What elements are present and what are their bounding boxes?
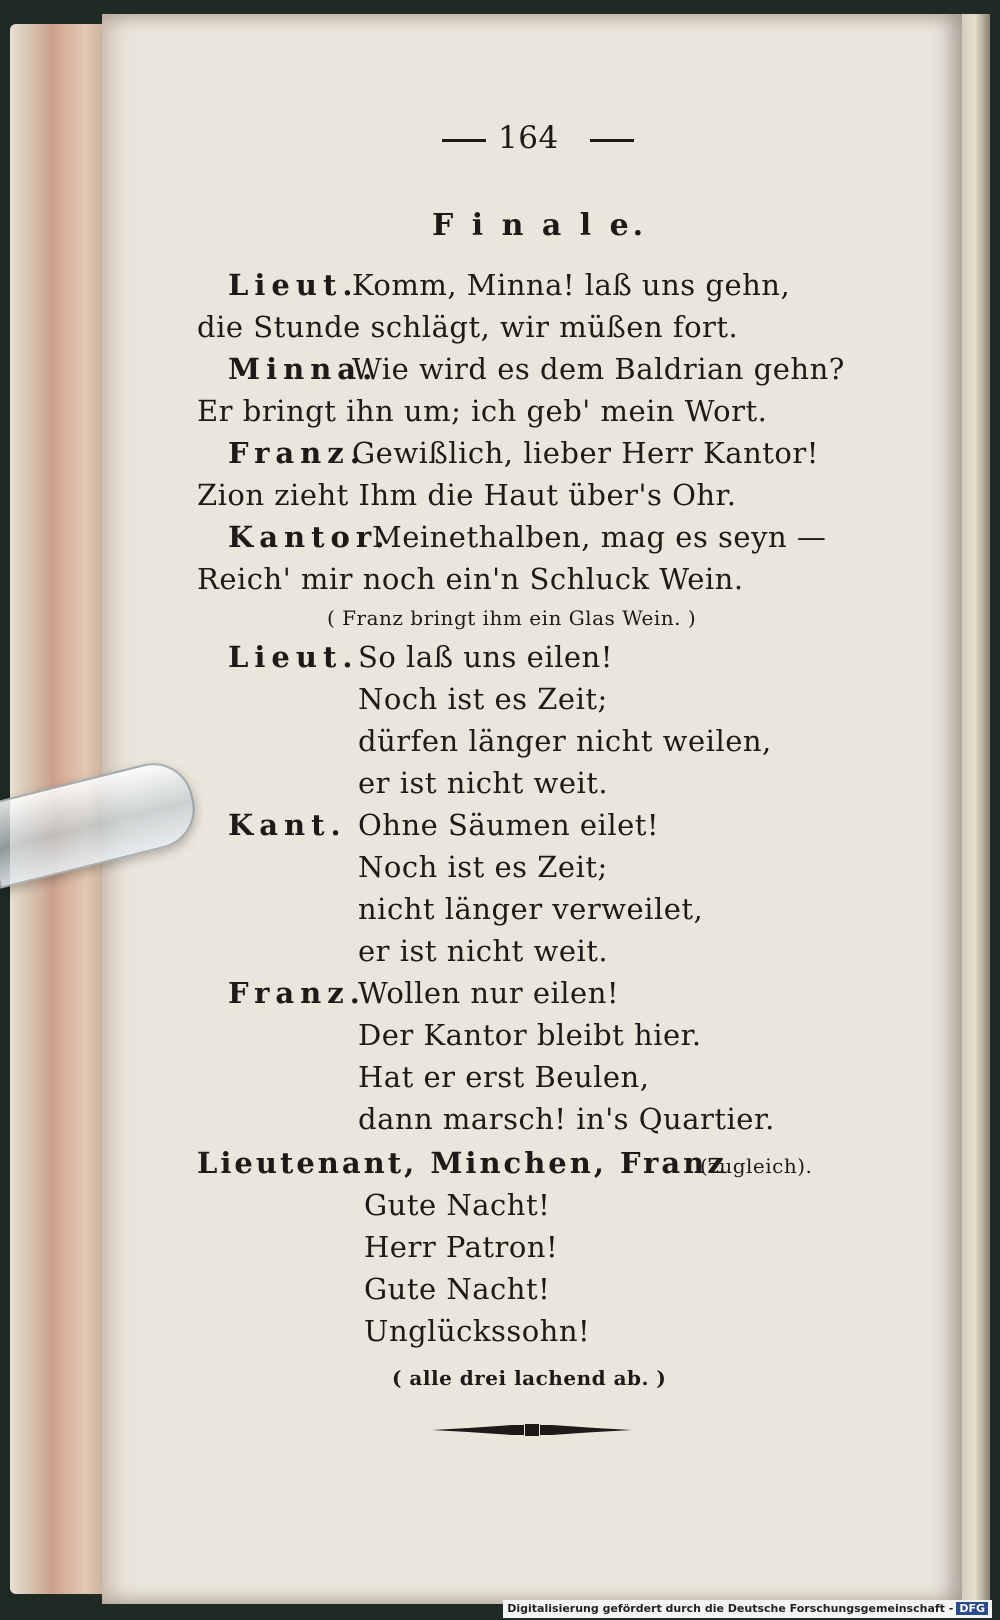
footer-credit (503, 1600, 992, 1618)
closing-ornament-icon (432, 1422, 632, 1438)
footer-text: Digitalisierung gefördert durch die Deutsche Forschungsgemeinschaft - (507, 1602, 954, 1615)
book (10, 14, 990, 1606)
verse-lieut-3: dürfen länger nicht weilen, (358, 724, 772, 758)
verse-franz-1: Wollen nur eilen! (358, 976, 620, 1010)
line-5: Gewißlich, lieber Herr Kantor! (352, 436, 819, 470)
speaker-kantor: Kantor. (228, 520, 391, 554)
exit-direction: ( alle drei lachend ab. ) (392, 1366, 667, 1390)
page-number: 164 (498, 120, 559, 156)
speaker-ensemble: Lieutenant, Minchen, Franz (197, 1146, 727, 1180)
line-1: Komm, Minna! laß uns gehn, (352, 268, 791, 302)
verse-franz-2: Der Kantor bleibt hier. (358, 1018, 702, 1052)
ensemble-note: (zugleich). (700, 1154, 813, 1178)
verse-lieut-1: So laß uns eilen! (358, 640, 613, 674)
header-rule-left (442, 139, 486, 142)
speaker-lieut-2: Lieut. (228, 640, 359, 674)
verse-kant-4: er ist nicht weit. (358, 934, 609, 968)
speaker-franz: Franz. (228, 436, 366, 470)
verse-ensemble-3: Gute Nacht! (364, 1272, 551, 1306)
verse-ensemble-1: Gute Nacht! (364, 1188, 551, 1222)
line-4: Er bringt ihn um; ich geb' mein Wort. (197, 394, 768, 428)
speaker-franz-2: Franz. (228, 976, 366, 1010)
verse-franz-3: Hat er erst Beulen, (358, 1060, 650, 1094)
book-page (102, 14, 962, 1604)
verse-lieut-2: Noch ist es Zeit; (358, 682, 608, 716)
section-title: F i n a l e. (432, 208, 648, 243)
speaker-minna: Minna. (228, 352, 379, 386)
verse-kant-3: nicht länger verweilet, (358, 892, 704, 926)
line-3: Wie wird es dem Baldrian gehn? (352, 352, 845, 386)
line-8: Reich' mir noch ein'n Schluck Wein. (197, 562, 744, 596)
line-6: Zion zieht Ihm die Haut über's Ohr. (197, 478, 737, 512)
header-rule-right (590, 139, 634, 142)
speaker-kant: Kant. (228, 808, 347, 842)
line-2: die Stunde schlägt, wir müßen fort. (197, 310, 739, 344)
verse-ensemble-2: Herr Patron! (364, 1230, 559, 1264)
verse-kant-1: Ohne Säumen eilet! (358, 808, 660, 842)
verse-lieut-4: er ist nicht weit. (358, 766, 609, 800)
verse-franz-4: dann marsch! in's Quartier. (358, 1102, 775, 1136)
line-7: Meinethalben, mag es seyn — (372, 520, 827, 554)
verse-ensemble-4: Unglückssohn! (364, 1314, 591, 1348)
stage-direction: ( Franz bringt ihm ein Glas Wein. ) (327, 606, 697, 630)
verse-kant-2: Noch ist es Zeit; (358, 850, 608, 884)
speaker-lieut: Lieut. (228, 268, 359, 302)
dfg-logo: DFG (956, 1602, 988, 1615)
